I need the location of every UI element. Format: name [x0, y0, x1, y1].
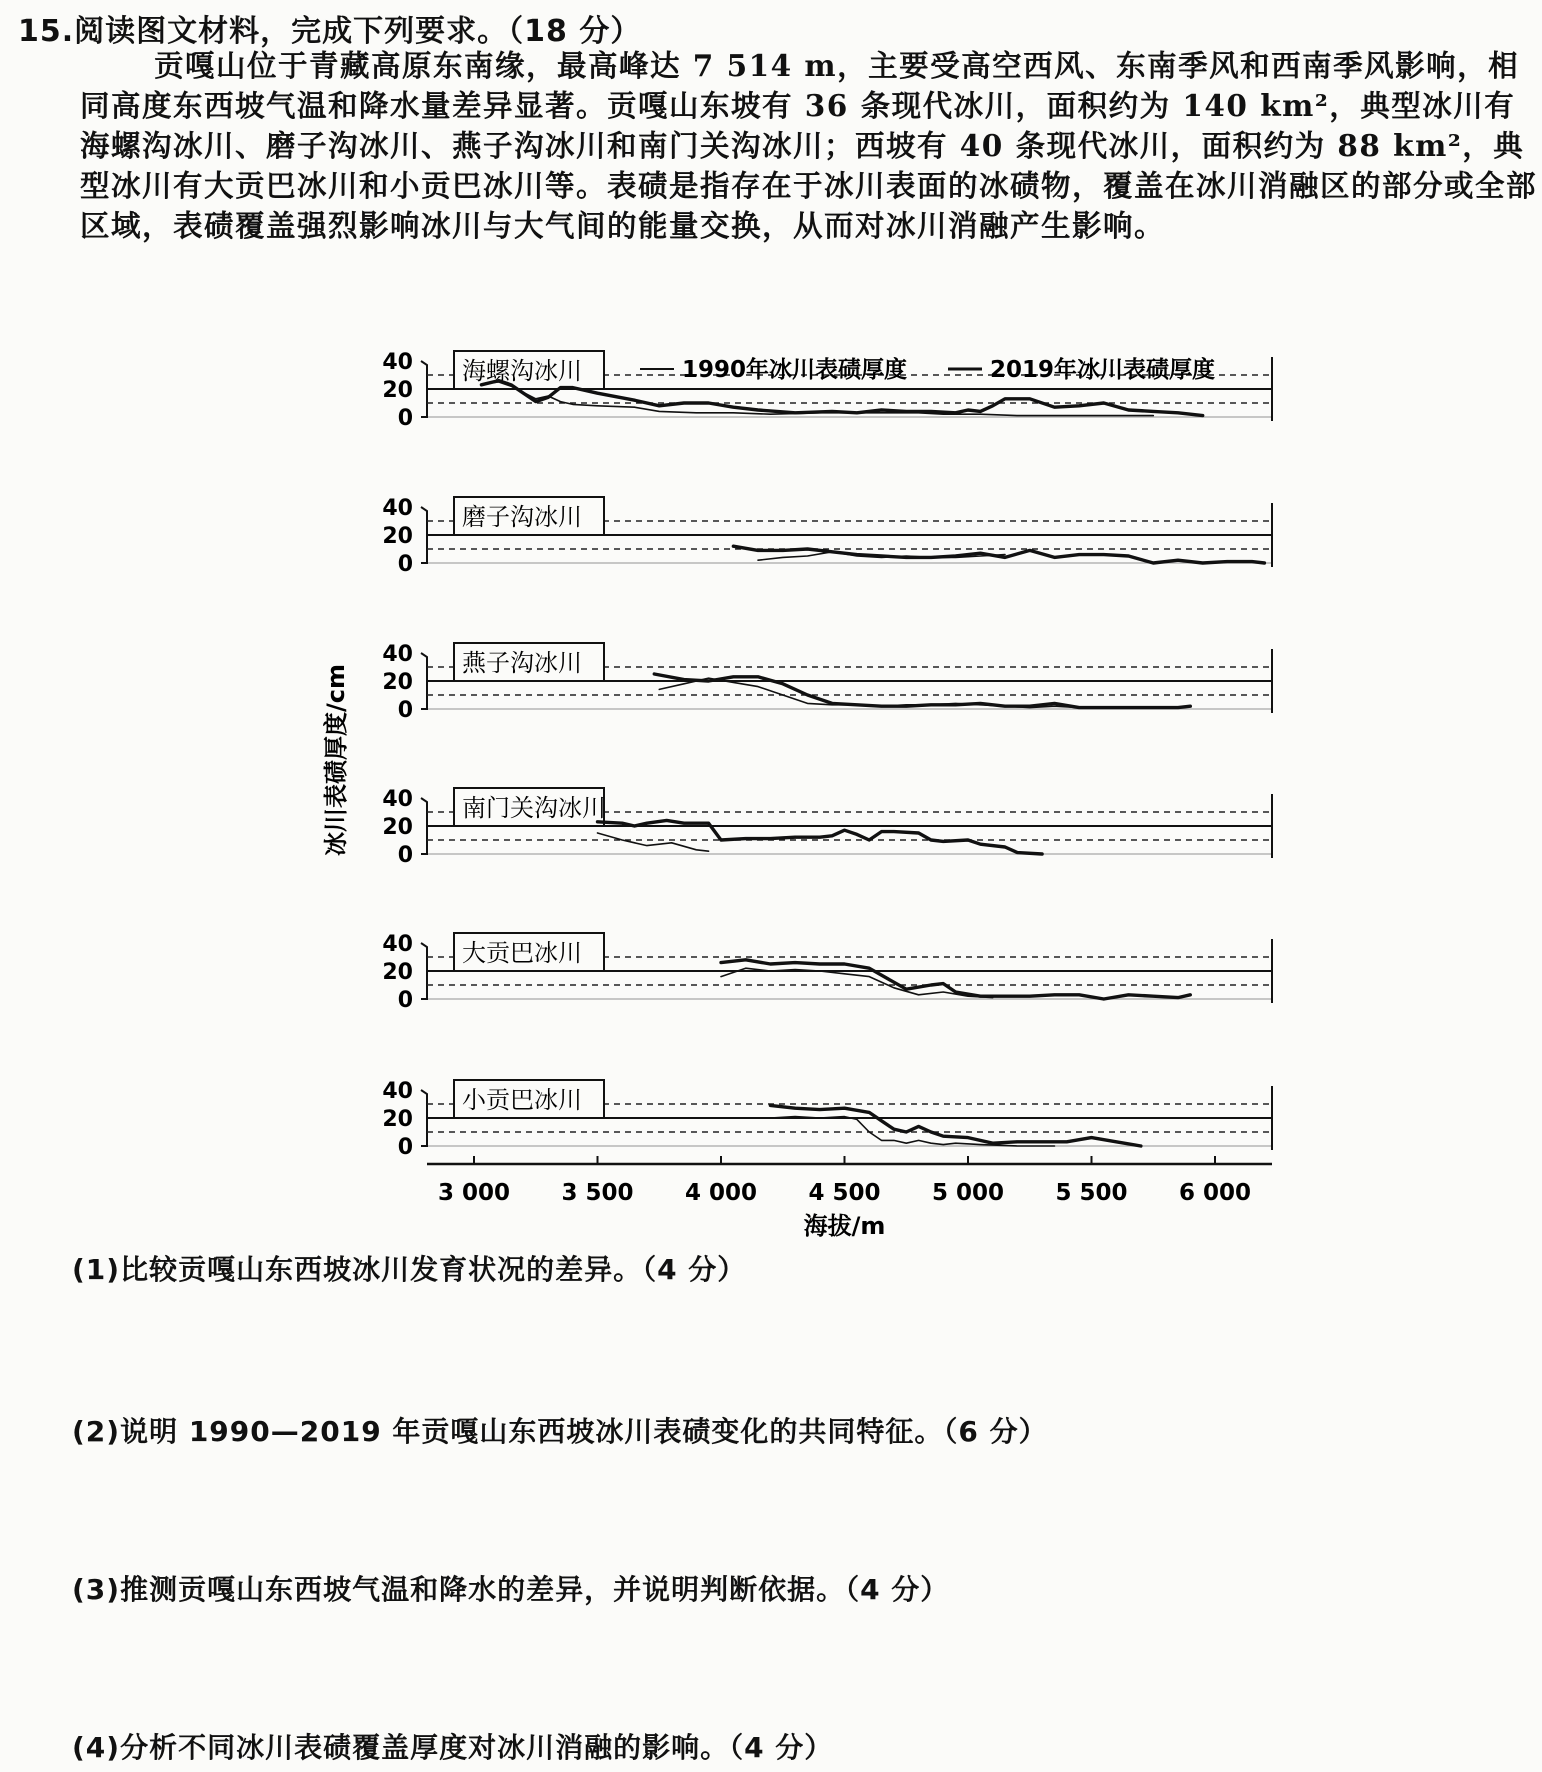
panel-title: 大贡巴冰川 [462, 939, 582, 967]
y-tick-label: 0 [397, 988, 413, 1013]
series-1990-line [721, 968, 993, 997]
y-tick-label: 40 [382, 496, 413, 521]
y-tick-label: 20 [382, 815, 413, 840]
y-axis-label: 冰川表碛厚度/cm [322, 664, 350, 856]
x-tick-label: 5 500 [1055, 1180, 1128, 1206]
y-tick-label: 0 [397, 406, 413, 431]
panel-title: 海螺沟冰川 [462, 357, 582, 385]
x-tick-label: 3 000 [437, 1180, 511, 1206]
panel-3 [382, 642, 1272, 723]
x-tick-label: 3 500 [561, 1180, 634, 1206]
y-tick-label: 20 [382, 524, 413, 549]
sub-question-1: (1)比较贡嘎山东西坡冰川发育状况的差异。（4 分） [72, 1253, 747, 1286]
x-tick-label: 5 000 [931, 1180, 1005, 1206]
y-tick-label: 40 [382, 642, 413, 667]
y-tick-label: 20 [382, 960, 413, 985]
y-tick-label: 0 [397, 552, 413, 577]
material-paragraph: 贡嘎山位于青藏高原东南缘，最高峰达 7 514 m，主要受高空西风、东南季风和西南季风影响，相同高度东西坡气温和降水量差异显著。贡嘎山东坡有 36 条现代冰川，面积约为 140 km²，典型冰川有海螺沟冰川、磨子沟冰川、燕子沟冰川和南门关沟冰川；西坡有 40 条现代冰川，面积约为 88 km²，典型冰川有大贡巴冰川和小贡巴冰川等。表碛是指存在于冰川表面的冰碛物，覆盖在冰川消融区的部分或全部区域，表碛覆盖强烈影响冰川与大气间的能量交换，从而对冰川消融产生影响。 [80, 48, 1538, 243]
y-tick-label: 0 [397, 843, 413, 868]
series-2019-line [770, 1105, 1141, 1146]
panel-2 [382, 496, 1272, 577]
series-1990-line [659, 678, 1079, 707]
sub-question-3: (3)推测贡嘎山东西坡气温和降水的差异，并说明判断依据。（4 分） [72, 1573, 950, 1606]
y-tick-label: 40 [382, 787, 413, 812]
series-2019-line [654, 674, 1190, 708]
y-axis [421, 653, 427, 709]
y-tick-label: 0 [397, 698, 413, 723]
y-axis [421, 943, 427, 999]
question-title: 15.阅读图文材料，完成下列要求。（18 分） [18, 14, 642, 49]
panel-title: 南门关沟冰川 [462, 794, 606, 822]
y-tick-label: 20 [382, 1107, 413, 1132]
legend-label: 1990年冰川表碛厚度 [682, 357, 908, 383]
y-tick-label: 40 [382, 350, 413, 375]
panel-title: 小贡巴冰川 [462, 1086, 582, 1114]
y-axis [421, 1090, 427, 1146]
y-tick-label: 20 [382, 670, 413, 695]
x-tick-label: 4 000 [684, 1180, 758, 1206]
panel-6 [382, 1079, 1272, 1160]
panel-5 [382, 932, 1272, 1013]
legend-label: 2019年冰川表碛厚度 [990, 357, 1216, 383]
y-tick-label: 0 [397, 1135, 413, 1160]
y-tick-label: 40 [382, 1079, 413, 1104]
y-axis [421, 507, 427, 563]
x-axis-label: 海拔/m [803, 1212, 886, 1240]
sub-question-4: (4)分析不同冰川表碛覆盖厚度对冰川消融的影响。（4 分） [72, 1731, 834, 1764]
panel-title: 燕子沟冰川 [462, 649, 582, 677]
y-tick-label: 20 [382, 378, 413, 403]
x-tick-label: 4 500 [808, 1180, 881, 1206]
y-axis [421, 798, 427, 854]
series-2019-line [721, 960, 1190, 999]
x-tick-label: 6 000 [1178, 1180, 1252, 1206]
y-axis [421, 361, 427, 417]
sub-question-2: (2)说明 1990—2019 年贡嘎山东西坡冰川表碛变化的共同特征。（6 分） [72, 1415, 1048, 1448]
y-tick-label: 40 [382, 932, 413, 957]
panel-title: 磨子沟冰川 [462, 503, 582, 531]
panel-4 [382, 787, 1272, 868]
series-1990-line [598, 833, 709, 851]
